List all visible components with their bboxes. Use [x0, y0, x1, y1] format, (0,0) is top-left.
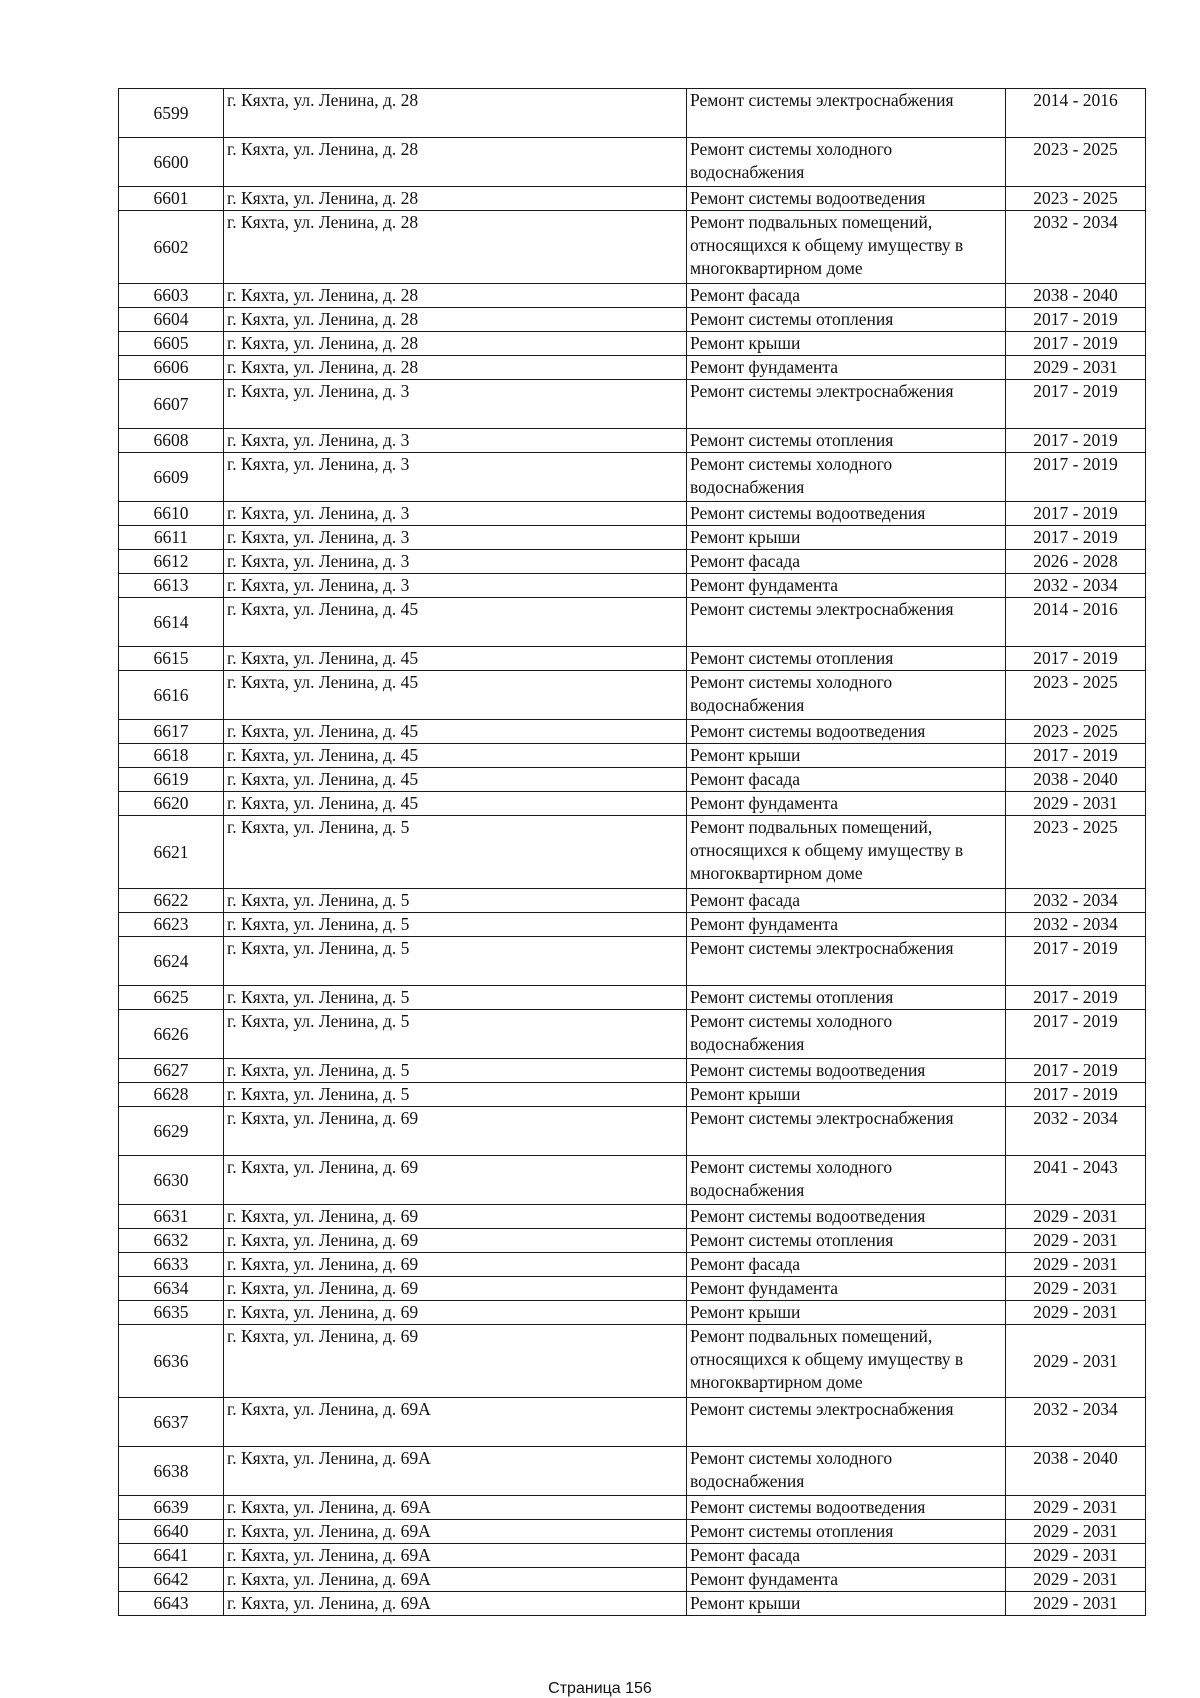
- table-row: [119, 913, 1146, 937]
- work-type-cell: Ремонт системы водоотведения: [687, 502, 1006, 526]
- address-cell: г. Кяхта, ул. Ленина, д. 69: [224, 1156, 687, 1205]
- row-number-cell: 6608: [119, 429, 224, 453]
- address-cell: г. Кяхта, ул. Ленина, д. 28: [224, 89, 687, 138]
- table-row: [119, 356, 1146, 380]
- table-row: [119, 937, 1146, 986]
- table-row: [119, 1059, 1146, 1083]
- table-row: [119, 380, 1146, 429]
- row-number-cell: 6636: [119, 1325, 224, 1398]
- address-cell: г. Кяхта, ул. Ленина, д. 69: [224, 1107, 687, 1156]
- row-number-cell: 6603: [119, 284, 224, 308]
- work-type-cell: Ремонт системы холодного водоснабжения: [687, 1447, 1006, 1496]
- years-cell: 2017 - 2019: [1006, 1059, 1146, 1083]
- row-number-cell: 6635: [119, 1301, 224, 1325]
- row-number-cell: 6610: [119, 502, 224, 526]
- work-type-cell: Ремонт фасада: [687, 284, 1006, 308]
- years-cell: 2023 - 2025: [1006, 671, 1146, 720]
- address-cell: г. Кяхта, ул. Ленина, д. 5: [224, 816, 687, 889]
- years-cell: 2017 - 2019: [1006, 744, 1146, 768]
- work-type-cell: Ремонт системы отопления: [687, 308, 1006, 332]
- work-type-cell: Ремонт системы отопления: [687, 647, 1006, 671]
- years-cell: 2029 - 2031: [1006, 1520, 1146, 1544]
- years-cell: 2017 - 2019: [1006, 429, 1146, 453]
- years-cell: 2017 - 2019: [1006, 453, 1146, 502]
- years-cell: 2017 - 2019: [1006, 502, 1146, 526]
- row-number-cell: 6601: [119, 187, 224, 211]
- address-cell: г. Кяхта, ул. Ленина, д. 3: [224, 502, 687, 526]
- work-type-cell: Ремонт системы холодного водоснабжения: [687, 453, 1006, 502]
- row-number-cell: 6640: [119, 1520, 224, 1544]
- work-type-cell: Ремонт системы водоотведения: [687, 1496, 1006, 1520]
- row-number-cell: 6638: [119, 1447, 224, 1496]
- work-type-cell: Ремонт системы холодного водоснабжения: [687, 1156, 1006, 1205]
- address-cell: г. Кяхта, ул. Ленина, д. 45: [224, 768, 687, 792]
- address-cell: г. Кяхта, ул. Ленина, д. 3: [224, 526, 687, 550]
- row-number-cell: 6619: [119, 768, 224, 792]
- address-cell: г. Кяхта, ул. Ленина, д. 3: [224, 550, 687, 574]
- work-type-cell: Ремонт фундамента: [687, 792, 1006, 816]
- table-row: [119, 1544, 1146, 1568]
- years-cell: 2032 - 2034: [1006, 211, 1146, 284]
- address-cell: г. Кяхта, ул. Ленина, д. 69А: [224, 1592, 687, 1616]
- address-cell: г. Кяхта, ул. Ленина, д. 5: [224, 986, 687, 1010]
- address-cell: г. Кяхта, ул. Ленина, д. 5: [224, 889, 687, 913]
- years-cell: 2023 - 2025: [1006, 138, 1146, 187]
- row-number-cell: 6620: [119, 792, 224, 816]
- address-cell: г. Кяхта, ул. Ленина, д. 28: [224, 356, 687, 380]
- years-cell: 2032 - 2034: [1006, 913, 1146, 937]
- row-number-cell: 6611: [119, 526, 224, 550]
- row-number-cell: 6604: [119, 308, 224, 332]
- years-cell: 2029 - 2031: [1006, 1229, 1146, 1253]
- row-number-cell: 6626: [119, 1010, 224, 1059]
- years-cell: 2014 - 2016: [1006, 598, 1146, 647]
- row-number-cell: 6634: [119, 1277, 224, 1301]
- repair-schedule-table: [118, 88, 1146, 1616]
- work-type-cell: Ремонт фундамента: [687, 356, 1006, 380]
- years-cell: 2032 - 2034: [1006, 1107, 1146, 1156]
- years-cell: 2023 - 2025: [1006, 816, 1146, 889]
- address-cell: г. Кяхта, ул. Ленина, д. 69: [224, 1229, 687, 1253]
- address-cell: г. Кяхта, ул. Ленина, д. 28: [224, 308, 687, 332]
- table-row: [119, 1568, 1146, 1592]
- row-number-cell: 6612: [119, 550, 224, 574]
- table-row: [119, 889, 1146, 913]
- address-cell: г. Кяхта, ул. Ленина, д. 28: [224, 332, 687, 356]
- row-number-cell: 6621: [119, 816, 224, 889]
- years-cell: 2023 - 2025: [1006, 720, 1146, 744]
- years-cell: 2029 - 2031: [1006, 1253, 1146, 1277]
- work-type-cell: Ремонт фасада: [687, 889, 1006, 913]
- years-cell: 2023 - 2025: [1006, 187, 1146, 211]
- address-cell: г. Кяхта, ул. Ленина, д. 69: [224, 1277, 687, 1301]
- years-cell: 2017 - 2019: [1006, 526, 1146, 550]
- address-cell: г. Кяхта, ул. Ленина, д. 5: [224, 1083, 687, 1107]
- years-cell: 2029 - 2031: [1006, 356, 1146, 380]
- work-type-cell: Ремонт подвальных помещений, относящихся к общему имуществу в многоквартирном доме: [687, 1325, 1006, 1398]
- row-number-cell: 6643: [119, 1592, 224, 1616]
- table-row: [119, 1010, 1146, 1059]
- row-number-cell: 6599: [119, 89, 224, 138]
- row-number-cell: 6641: [119, 1544, 224, 1568]
- work-type-cell: Ремонт крыши: [687, 526, 1006, 550]
- years-cell: 2017 - 2019: [1006, 647, 1146, 671]
- row-number-cell: 6628: [119, 1083, 224, 1107]
- work-type-cell: Ремонт крыши: [687, 1592, 1006, 1616]
- row-number-cell: 6630: [119, 1156, 224, 1205]
- years-cell: 2038 - 2040: [1006, 768, 1146, 792]
- years-cell: 2032 - 2034: [1006, 1398, 1146, 1447]
- address-cell: г. Кяхта, ул. Ленина, д. 69А: [224, 1544, 687, 1568]
- years-cell: 2041 - 2043: [1006, 1156, 1146, 1205]
- address-cell: г. Кяхта, ул. Ленина, д. 28: [224, 284, 687, 308]
- years-cell: 2038 - 2040: [1006, 284, 1146, 308]
- work-type-cell: Ремонт фундамента: [687, 574, 1006, 598]
- row-number-cell: 6600: [119, 138, 224, 187]
- row-number-cell: 6616: [119, 671, 224, 720]
- work-type-cell: Ремонт фундамента: [687, 913, 1006, 937]
- table-row: [119, 671, 1146, 720]
- years-cell: 2014 - 2016: [1006, 89, 1146, 138]
- years-cell: 2032 - 2034: [1006, 574, 1146, 598]
- years-cell: 2017 - 2019: [1006, 308, 1146, 332]
- work-type-cell: Ремонт системы водоотведения: [687, 1059, 1006, 1083]
- table-row: [119, 1520, 1146, 1544]
- table-row: [119, 1301, 1146, 1325]
- row-number-cell: 6637: [119, 1398, 224, 1447]
- table-row: [119, 453, 1146, 502]
- address-cell: г. Кяхта, ул. Ленина, д. 69А: [224, 1520, 687, 1544]
- row-number-cell: 6607: [119, 380, 224, 429]
- table-row: [119, 1277, 1146, 1301]
- years-cell: 2029 - 2031: [1006, 1592, 1146, 1616]
- row-number-cell: 6639: [119, 1496, 224, 1520]
- address-cell: г. Кяхта, ул. Ленина, д. 45: [224, 744, 687, 768]
- years-cell: 2017 - 2019: [1006, 1010, 1146, 1059]
- work-type-cell: Ремонт системы отопления: [687, 1520, 1006, 1544]
- row-number-cell: 6613: [119, 574, 224, 598]
- years-cell: 2032 - 2034: [1006, 889, 1146, 913]
- row-number-cell: 6627: [119, 1059, 224, 1083]
- table-row: [119, 526, 1146, 550]
- row-number-cell: 6629: [119, 1107, 224, 1156]
- address-cell: г. Кяхта, ул. Ленина, д. 5: [224, 1059, 687, 1083]
- years-cell: 2029 - 2031: [1006, 1325, 1146, 1398]
- row-number-cell: 6625: [119, 986, 224, 1010]
- table-row: [119, 1229, 1146, 1253]
- table-row: [119, 332, 1146, 356]
- work-type-cell: Ремонт крыши: [687, 744, 1006, 768]
- table-row: [119, 1083, 1146, 1107]
- table-row: [119, 187, 1146, 211]
- work-type-cell: Ремонт подвальных помещений, относящихся к общему имуществу в многоквартирном доме: [687, 816, 1006, 889]
- address-cell: г. Кяхта, ул. Ленина, д. 69: [224, 1205, 687, 1229]
- row-number-cell: 6615: [119, 647, 224, 671]
- table-row: [119, 816, 1146, 889]
- years-cell: 2017 - 2019: [1006, 937, 1146, 986]
- table-row: [119, 744, 1146, 768]
- work-type-cell: Ремонт системы водоотведения: [687, 1205, 1006, 1229]
- row-number-cell: 6633: [119, 1253, 224, 1277]
- work-type-cell: Ремонт системы электроснабжения: [687, 380, 1006, 429]
- row-number-cell: 6602: [119, 211, 224, 284]
- table-row: [119, 574, 1146, 598]
- table-row: [119, 308, 1146, 332]
- row-number-cell: 6614: [119, 598, 224, 647]
- years-cell: 2038 - 2040: [1006, 1447, 1146, 1496]
- table-row: [119, 1253, 1146, 1277]
- work-type-cell: Ремонт фасада: [687, 1253, 1006, 1277]
- table-row: [119, 768, 1146, 792]
- work-type-cell: Ремонт системы электроснабжения: [687, 1107, 1006, 1156]
- address-cell: г. Кяхта, ул. Ленина, д. 28: [224, 187, 687, 211]
- table-row: [119, 1325, 1146, 1398]
- address-cell: г. Кяхта, ул. Ленина, д. 3: [224, 574, 687, 598]
- work-type-cell: Ремонт системы холодного водоснабжения: [687, 138, 1006, 187]
- address-cell: г. Кяхта, ул. Ленина, д. 45: [224, 792, 687, 816]
- table-row: [119, 502, 1146, 526]
- table-row: [119, 598, 1146, 647]
- table-row: [119, 1398, 1146, 1447]
- work-type-cell: Ремонт крыши: [687, 332, 1006, 356]
- work-type-cell: Ремонт системы холодного водоснабжения: [687, 671, 1006, 720]
- years-cell: 2017 - 2019: [1006, 1083, 1146, 1107]
- address-cell: г. Кяхта, ул. Ленина, д. 3: [224, 380, 687, 429]
- table-row: [119, 429, 1146, 453]
- page-number: Страница 156: [548, 1680, 652, 1697]
- work-type-cell: Ремонт системы электроснабжения: [687, 89, 1006, 138]
- work-type-cell: Ремонт системы водоотведения: [687, 720, 1006, 744]
- years-cell: 2029 - 2031: [1006, 792, 1146, 816]
- work-type-cell: Ремонт крыши: [687, 1301, 1006, 1325]
- address-cell: г. Кяхта, ул. Ленина, д. 69: [224, 1301, 687, 1325]
- years-cell: 2029 - 2031: [1006, 1544, 1146, 1568]
- years-cell: 2017 - 2019: [1006, 986, 1146, 1010]
- work-type-cell: Ремонт системы холодного водоснабжения: [687, 1010, 1006, 1059]
- row-number-cell: 6606: [119, 356, 224, 380]
- years-cell: 2029 - 2031: [1006, 1568, 1146, 1592]
- address-cell: г. Кяхта, ул. Ленина, д. 69: [224, 1253, 687, 1277]
- years-cell: 2017 - 2019: [1006, 380, 1146, 429]
- work-type-cell: Ремонт системы электроснабжения: [687, 1398, 1006, 1447]
- row-number-cell: 6623: [119, 913, 224, 937]
- address-cell: г. Кяхта, ул. Ленина, д. 5: [224, 913, 687, 937]
- work-type-cell: Ремонт системы отопления: [687, 429, 1006, 453]
- row-number-cell: 6605: [119, 332, 224, 356]
- address-cell: г. Кяхта, ул. Ленина, д. 69А: [224, 1568, 687, 1592]
- address-cell: г. Кяхта, ул. Ленина, д. 28: [224, 211, 687, 284]
- work-type-cell: Ремонт системы электроснабжения: [687, 937, 1006, 986]
- work-type-cell: Ремонт фасада: [687, 768, 1006, 792]
- work-type-cell: Ремонт фундамента: [687, 1277, 1006, 1301]
- address-cell: г. Кяхта, ул. Ленина, д. 69А: [224, 1447, 687, 1496]
- address-cell: г. Кяхта, ул. Ленина, д. 45: [224, 720, 687, 744]
- table-row: [119, 284, 1146, 308]
- row-number-cell: 6632: [119, 1229, 224, 1253]
- table-row: [119, 1156, 1146, 1205]
- years-cell: 2029 - 2031: [1006, 1277, 1146, 1301]
- row-number-cell: 6622: [119, 889, 224, 913]
- years-cell: 2029 - 2031: [1006, 1301, 1146, 1325]
- table-row: [119, 1107, 1146, 1156]
- table-body: [119, 89, 1146, 1616]
- table-row: [119, 1447, 1146, 1496]
- address-cell: г. Кяхта, ул. Ленина, д. 69А: [224, 1496, 687, 1520]
- years-cell: 2029 - 2031: [1006, 1205, 1146, 1229]
- address-cell: г. Кяхта, ул. Ленина, д. 45: [224, 647, 687, 671]
- address-cell: г. Кяхта, ул. Ленина, д. 5: [224, 1010, 687, 1059]
- table-row: [119, 1592, 1146, 1616]
- table-row: [119, 550, 1146, 574]
- table-row: [119, 1496, 1146, 1520]
- address-cell: г. Кяхта, ул. Ленина, д. 28: [224, 138, 687, 187]
- address-cell: г. Кяхта, ул. Ленина, д. 5: [224, 937, 687, 986]
- years-cell: 2029 - 2031: [1006, 1496, 1146, 1520]
- work-type-cell: Ремонт фундамента: [687, 1568, 1006, 1592]
- address-cell: г. Кяхта, ул. Ленина, д. 45: [224, 671, 687, 720]
- work-type-cell: Ремонт фасада: [687, 1544, 1006, 1568]
- work-type-cell: Ремонт системы отопления: [687, 1229, 1006, 1253]
- row-number-cell: 6631: [119, 1205, 224, 1229]
- address-cell: г. Кяхта, ул. Ленина, д. 3: [224, 429, 687, 453]
- years-cell: 2026 - 2028: [1006, 550, 1146, 574]
- table-row: [119, 138, 1146, 187]
- table-row: [119, 1205, 1146, 1229]
- address-cell: г. Кяхта, ул. Ленина, д. 3: [224, 453, 687, 502]
- work-type-cell: Ремонт крыши: [687, 1083, 1006, 1107]
- table-row: [119, 647, 1146, 671]
- table-row: [119, 211, 1146, 284]
- row-number-cell: 6642: [119, 1568, 224, 1592]
- row-number-cell: 6618: [119, 744, 224, 768]
- table-row: [119, 986, 1146, 1010]
- work-type-cell: Ремонт подвальных помещений, относящихся к общему имуществу в многоквартирном доме: [687, 211, 1006, 284]
- address-cell: г. Кяхта, ул. Ленина, д. 45: [224, 598, 687, 647]
- table-row: [119, 792, 1146, 816]
- row-number-cell: 6609: [119, 453, 224, 502]
- work-type-cell: Ремонт системы электроснабжения: [687, 598, 1006, 647]
- table-row: [119, 89, 1146, 138]
- address-cell: г. Кяхта, ул. Ленина, д. 69А: [224, 1398, 687, 1447]
- row-number-cell: 6624: [119, 937, 224, 986]
- work-type-cell: Ремонт фасада: [687, 550, 1006, 574]
- work-type-cell: Ремонт системы отопления: [687, 986, 1006, 1010]
- address-cell: г. Кяхта, ул. Ленина, д. 69: [224, 1325, 687, 1398]
- row-number-cell: 6617: [119, 720, 224, 744]
- work-type-cell: Ремонт системы водоотведения: [687, 187, 1006, 211]
- table-row: [119, 720, 1146, 744]
- years-cell: 2017 - 2019: [1006, 332, 1146, 356]
